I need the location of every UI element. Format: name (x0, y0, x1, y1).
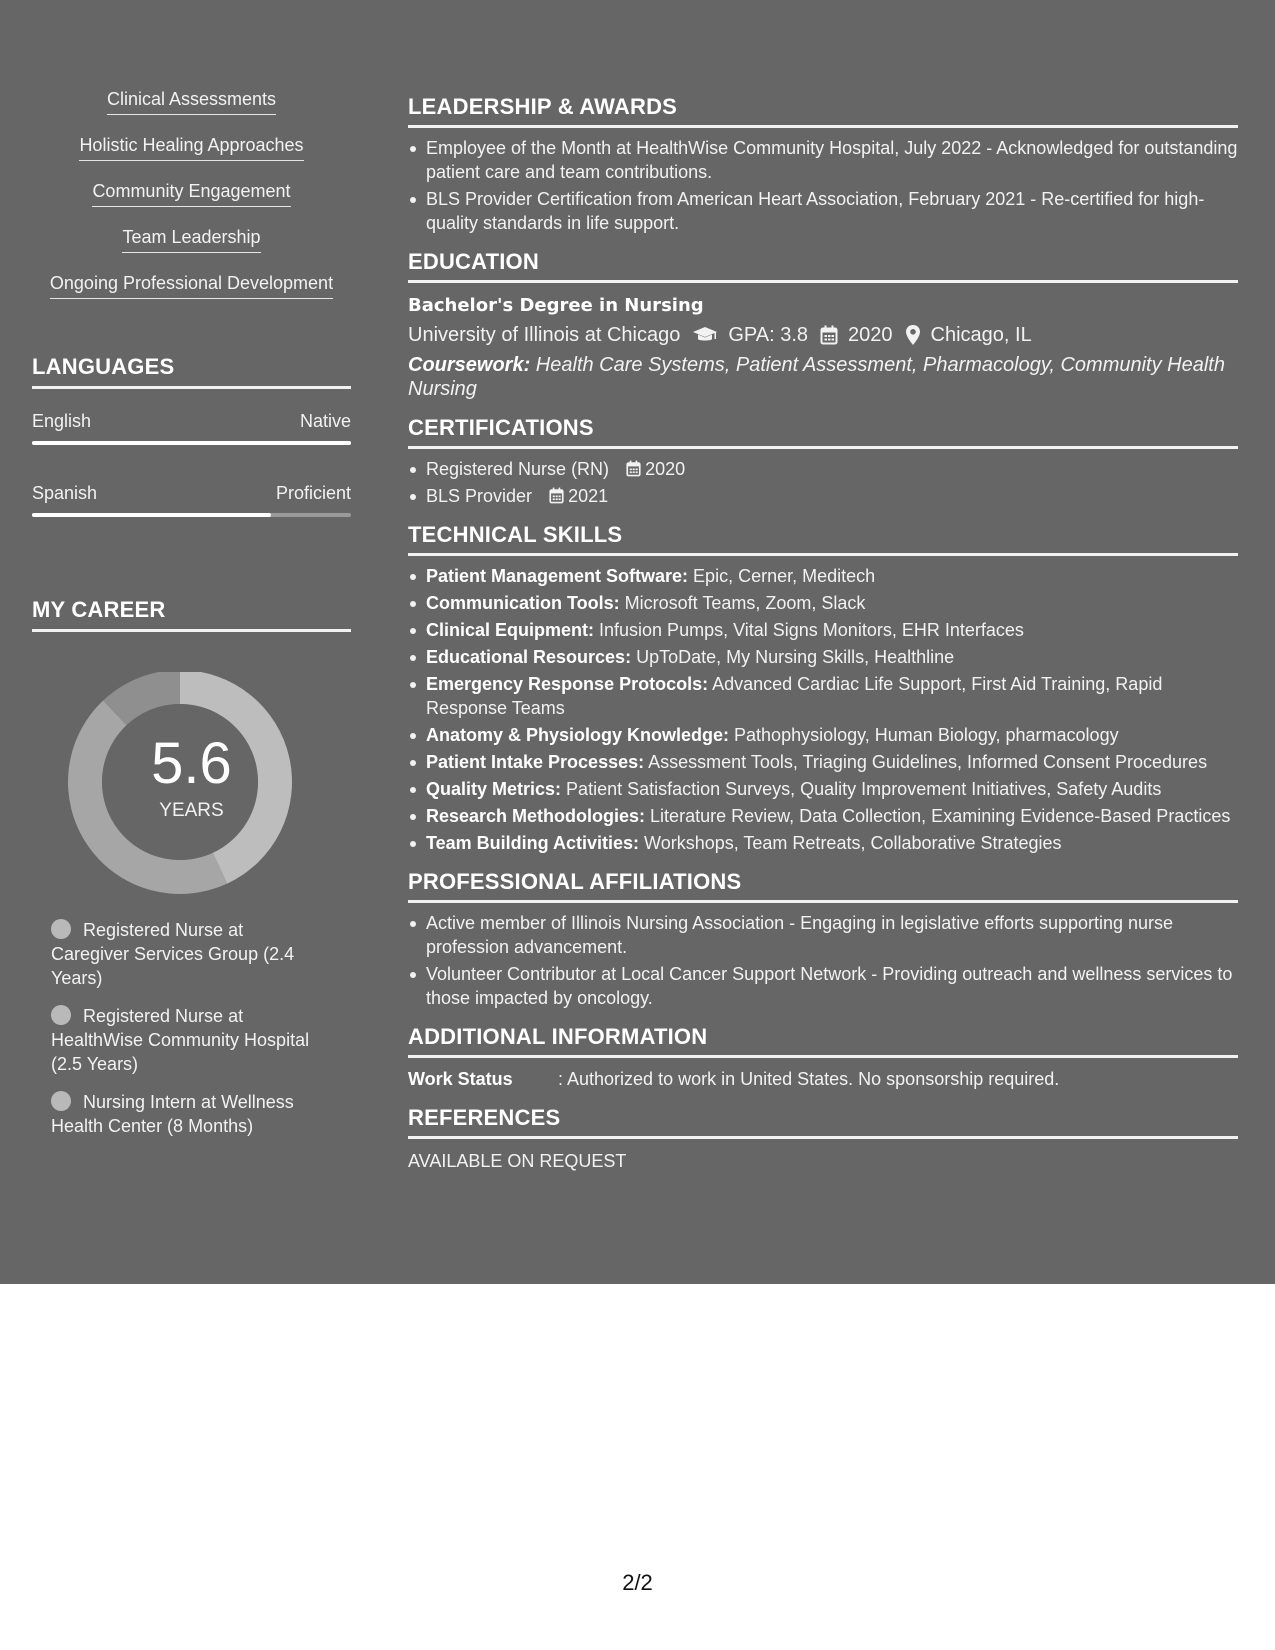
list-item (408, 645, 1238, 669)
skill-value: Pathophysiology, Human Biology, pharmacology (729, 725, 1119, 745)
list-item: Active member of Illinois Nursing Association - Engaging in legislative efforts supporting nurse profession advancement. (408, 911, 1238, 959)
affiliations-list (408, 911, 1238, 1010)
list-item (408, 804, 1238, 828)
language-bar (32, 513, 351, 517)
leadership-section (408, 94, 1238, 235)
calendar-icon (626, 460, 641, 477)
graduation-year: 2020 (848, 324, 893, 346)
career-heading: MY CAREER (32, 597, 351, 632)
right-column (408, 94, 1238, 1187)
career-total-unit: YEARS (159, 800, 224, 821)
left-column (32, 86, 351, 1152)
affiliations-section (408, 869, 1238, 1010)
skill-value: Literature Review, Data Collection, Examining Evidence-Based Practices (645, 806, 1231, 826)
skill-value: Microsoft Teams, Zoom, Slack (619, 593, 866, 613)
skill-label: Patient Intake Processes: (426, 752, 645, 772)
language-bar-fill (32, 441, 351, 445)
school-name: University of Illinois at Chicago (408, 324, 681, 346)
language-name: Spanish (32, 483, 98, 503)
list-item: Employee of the Month at HealthWise Community Hospital, July 2022 - Acknowledged for outstanding patient care and team contributions. (408, 136, 1238, 184)
list-item (408, 564, 1238, 588)
career-donut (32, 672, 351, 912)
language-bar (32, 441, 351, 445)
certification-year: 2020 (645, 459, 686, 479)
page-number: 2/2 (622, 1570, 653, 1595)
skill-value: Advanced Cardiac Life Support, First Aid Training, Rapid Response Teams (426, 674, 1163, 718)
list-item: Volunteer Contributor at Local Cancer Support Network - Providing outreach and wellness services to those impacted by oncology. (408, 962, 1238, 1010)
certification-name: BLS Provider (426, 486, 533, 506)
career-item-text: Registered Nurse at Caregiver Services Group (2.4 Years) (51, 920, 295, 988)
work-status-label: Work Status (408, 1069, 513, 1089)
skill-value: UpToDate, My Nursing Skills, Healthline (631, 647, 955, 667)
list-item (408, 723, 1238, 747)
list-item: BLS Provider Certification from American Heart Association, February 2021 - Re-certified for high-quality standards in life support. (408, 187, 1238, 235)
calendar-icon (820, 325, 838, 345)
references-section (408, 1105, 1238, 1173)
languages-heading: LANGUAGES (32, 354, 351, 389)
certification-year: 2021 (568, 486, 609, 506)
language-row (32, 481, 351, 505)
list-item (408, 457, 1238, 481)
skill-tag: Ongoing Professional Development (50, 270, 333, 299)
gpa: GPA: 3.8 (728, 324, 809, 346)
technical-skills-list (408, 564, 1238, 855)
list-item (408, 591, 1238, 615)
skill-label: Research Methodologies: (426, 806, 646, 826)
career-item (51, 1004, 322, 1076)
skill-tag: Clinical Assessments (107, 86, 276, 115)
skill-value: Workshops, Team Retreats, Collaborative Strategies (639, 833, 1062, 853)
location-pin-icon (905, 324, 921, 346)
skill-tag: Community Engagement (92, 178, 290, 207)
language-level: Native (299, 411, 351, 431)
references-heading: REFERENCES (408, 1105, 1238, 1139)
list-item (408, 618, 1238, 642)
language-bar-fill (32, 513, 271, 517)
legend-dot-icon (51, 1005, 71, 1025)
skill-label: Clinical Equipment: (426, 620, 595, 640)
language-name: English (32, 411, 92, 431)
skill-value: Infusion Pumps, Vital Signs Monitors, EHR Interfaces (594, 620, 1024, 640)
education-heading: EDUCATION (408, 249, 1238, 283)
skills-list (32, 86, 351, 316)
career-total-value: 5.6 (151, 731, 232, 796)
skill-label: Quality Metrics: (426, 779, 562, 799)
language-level: Proficient (275, 483, 351, 503)
list-item (408, 750, 1238, 774)
affiliations-heading: PROFESSIONAL AFFILIATIONS (408, 869, 1238, 903)
graduation-cap-icon (692, 326, 718, 344)
certifications-section (408, 415, 1238, 508)
education-section (408, 249, 1238, 401)
calendar-icon (549, 487, 564, 504)
career-item (51, 1090, 322, 1138)
additional-info-section (408, 1024, 1238, 1091)
career-item-text: Nursing Intern at Wellness Health Center (8 Months) (51, 1092, 294, 1136)
degree-title: Bachelor's Degree in Nursing (408, 295, 704, 316)
languages-section (32, 354, 351, 517)
skill-label: Patient Management Software: (426, 566, 689, 586)
skill-tag: Team Leadership (122, 224, 260, 253)
list-item (408, 672, 1238, 720)
list-item (408, 777, 1238, 801)
list-item (408, 484, 1238, 508)
language-item (32, 409, 351, 445)
skill-value: Patient Satisfaction Surveys, Quality Improvement Initiatives, Safety Audits (561, 779, 1162, 799)
certifications-heading: CERTIFICATIONS (408, 415, 1238, 449)
additional-info-heading: ADDITIONAL INFORMATION (408, 1024, 1238, 1058)
leadership-heading: LEADERSHIP & AWARDS (408, 94, 1238, 128)
certification-name: Registered Nurse (RN) (426, 459, 610, 479)
career-item (51, 918, 322, 990)
skill-label: Anatomy & Physiology Knowledge: (426, 725, 730, 745)
skill-value: Epic, Cerner, Meditech (688, 566, 876, 586)
skill-label: Communication Tools: (426, 593, 620, 613)
language-item (32, 481, 351, 517)
career-list (32, 918, 322, 1138)
technical-skills-section (408, 522, 1238, 855)
legend-dot-icon (51, 1091, 71, 1111)
skill-label: Emergency Response Protocols: (426, 674, 709, 694)
skill-label: Educational Resources: (426, 647, 632, 667)
education-details (408, 321, 1238, 349)
coursework-text: Health Care Systems, Patient Assessment, Pharmacology, Community Health Nursing (408, 354, 1225, 400)
career-item-text: Registered Nurse at HealthWise Community Hospital (2.5 Years) (51, 1006, 310, 1074)
language-row (32, 409, 351, 433)
leadership-list (408, 136, 1238, 235)
skill-tag: Holistic Healing Approaches (79, 132, 303, 161)
coursework-label: Coursework: (408, 354, 531, 376)
skill-value: Assessment Tools, Triaging Guidelines, Informed Consent Procedures (644, 752, 1208, 772)
legend-dot-icon (51, 919, 71, 939)
skill-label: Team Building Activities: (426, 833, 640, 853)
list-item (408, 831, 1238, 855)
school-location: Chicago, IL (930, 324, 1032, 346)
references-text: AVAILABLE ON REQUEST (408, 1151, 627, 1171)
coursework (408, 353, 1238, 401)
work-status-row (408, 1067, 1238, 1091)
career-section (32, 597, 351, 1138)
certifications-list (408, 457, 1238, 508)
technical-skills-heading: TECHNICAL SKILLS (408, 522, 1238, 556)
work-status-value: : Authorized to work in United States. No sponsorship required. (558, 1069, 1060, 1089)
